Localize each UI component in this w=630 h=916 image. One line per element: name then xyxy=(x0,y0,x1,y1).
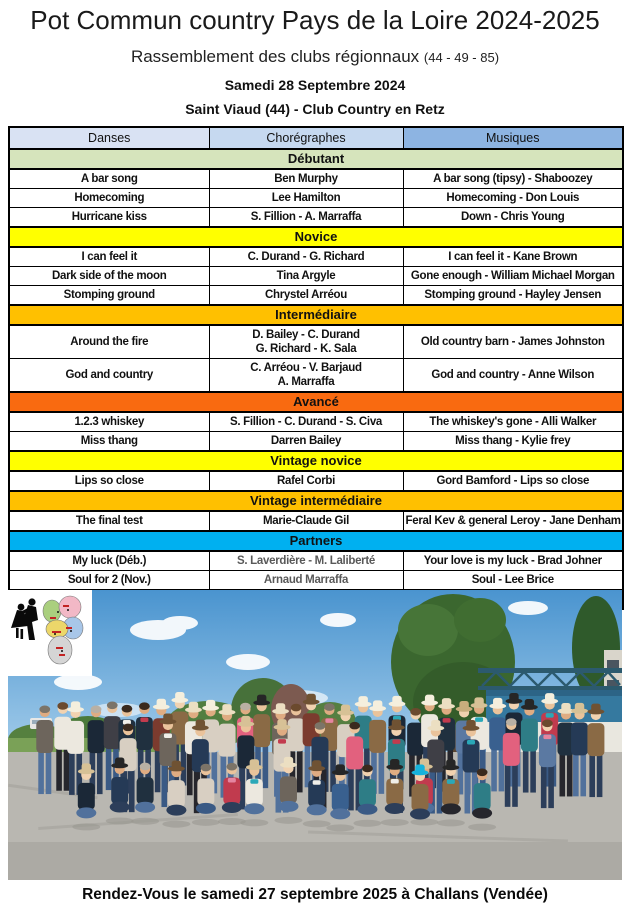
music-cell: Soul - Lee Brice xyxy=(403,571,623,590)
program-table-body xyxy=(9,149,623,609)
person xyxy=(110,757,130,812)
section-label: Intermédiaire xyxy=(9,305,623,325)
dance-cell: 1.2.3 whiskey xyxy=(9,412,209,432)
subtitle-text: Rassemblement des clubs régionnaux xyxy=(130,47,420,66)
section-row xyxy=(9,392,623,412)
table-row xyxy=(9,571,623,590)
table-header-row xyxy=(9,127,623,149)
dance-cell: The final test xyxy=(9,511,209,531)
person xyxy=(410,765,430,820)
dance-cell: My luck (Déb.) xyxy=(9,551,209,571)
music-cell: Stomping ground - Hayley Jensen xyxy=(403,286,623,306)
table-row xyxy=(9,471,623,491)
column-header-choregraphes: Chorégraphes xyxy=(209,127,403,149)
person xyxy=(307,760,327,815)
music-cell: Gone enough - William Michael Morgan xyxy=(403,267,623,286)
dance-cell: Dark side of the moon xyxy=(9,267,209,286)
person xyxy=(278,757,298,812)
group-photo xyxy=(8,590,622,880)
section-row xyxy=(9,149,623,169)
music-cell: Your love is my luck - Brad Johner xyxy=(403,551,623,571)
event-venue: Saint Viaud (44) - Club Country en Retz xyxy=(185,101,445,117)
music-cell: I can feel it - Kane Brown xyxy=(403,247,623,267)
choreographer-cell: C. Durand - G. Richard xyxy=(209,247,403,267)
table-row xyxy=(9,169,623,189)
dance-cell: God and country xyxy=(9,359,209,393)
section-label: Débutant xyxy=(9,149,623,169)
column-header-danses: Danses xyxy=(9,127,209,149)
section-row xyxy=(9,305,623,325)
choreographer-cell: Tina Argyle xyxy=(209,267,403,286)
music-cell: Gord Bamford - Lips so close xyxy=(403,471,623,491)
table-row xyxy=(9,359,623,393)
document-header xyxy=(0,0,630,117)
choreographer-cell: C. Arréou - V. Barjaud A. Marraffa xyxy=(209,359,403,393)
dance-cell: Miss thang xyxy=(9,432,209,452)
table-row xyxy=(9,189,623,208)
music-cell: The whiskey's gone - Alli Walker xyxy=(403,412,623,432)
choreographer-cell: Marie-Claude Gil xyxy=(209,511,403,531)
person xyxy=(244,759,264,814)
table-row xyxy=(9,412,623,432)
person xyxy=(330,764,350,819)
section-row xyxy=(9,531,623,551)
music-cell: A bar song (tipsy) - Shaboozey xyxy=(403,169,623,189)
person xyxy=(385,759,405,814)
section-label: Novice xyxy=(9,227,623,247)
table-row xyxy=(9,551,623,571)
choreographer-cell: Arnaud Marraffa xyxy=(209,571,403,590)
footer-announcement: Rendez-Vous le samedi 27 septembre 2025 à Challans (Vendée) xyxy=(82,886,548,903)
music-cell: Down - Chris Young xyxy=(403,208,623,228)
table-row xyxy=(9,247,623,267)
table-row xyxy=(9,286,623,306)
dance-cell: I can feel it xyxy=(9,247,209,267)
dance-cell: Hurricane kiss xyxy=(9,208,209,228)
choreographer-cell: D. Bailey - C. Durand G. Richard - K. Sala xyxy=(209,325,403,359)
music-cell: Old country barn - James Johnston xyxy=(403,325,623,359)
choreographer-cell: S. Fillion - A. Marraffa xyxy=(209,208,403,228)
person xyxy=(76,763,96,818)
section-label: Vintage intermédiaire xyxy=(9,491,623,511)
music-cell: Miss thang - Kylie frey xyxy=(403,432,623,452)
table-row xyxy=(9,325,623,359)
music-cell: Homecoming - Don Louis xyxy=(403,189,623,208)
music-cell: God and country - Anne Wilson xyxy=(403,359,623,393)
subtitle-departments: (44 - 49 - 85) xyxy=(423,50,500,65)
section-label: Partners xyxy=(9,531,623,551)
table-row xyxy=(9,511,623,531)
dance-cell: A bar song xyxy=(9,169,209,189)
section-row xyxy=(9,227,623,247)
section-row xyxy=(9,491,623,511)
section-label: Vintage novice xyxy=(9,451,623,471)
table-row xyxy=(9,432,623,452)
table-row xyxy=(9,267,623,286)
page-title: Pot Commun country Pays de la Loire 2024-2025 xyxy=(30,5,600,35)
person xyxy=(441,759,461,814)
subtitle xyxy=(0,47,630,67)
table-row xyxy=(9,208,623,228)
choreographer-cell: S. Laverdière - M. Laliberté xyxy=(209,551,403,571)
music-cell: Feral Kev & general Leroy - Jane Denham xyxy=(403,511,623,531)
column-header-musiques: Musiques xyxy=(403,127,623,149)
section-row xyxy=(9,451,623,471)
club-logo xyxy=(8,590,92,676)
program-table xyxy=(8,126,624,610)
choreographer-cell: Darren Bailey xyxy=(209,432,403,452)
dance-cell: Soul for 2 (Nov.) xyxy=(9,571,209,590)
choreographer-cell: S. Fillion - C. Durand - S. Civa xyxy=(209,412,403,432)
choreographer-cell: Ben Murphy xyxy=(209,169,403,189)
choreographer-cell: Rafel Corbi xyxy=(209,471,403,491)
section-label: Avancé xyxy=(9,392,623,412)
dance-cell: Around the fire xyxy=(9,325,209,359)
dance-cell: Stomping ground xyxy=(9,286,209,306)
choreographer-cell: Chrystel Arréou xyxy=(209,286,403,306)
dance-cell: Lips so close xyxy=(9,471,209,491)
person xyxy=(166,761,186,816)
dance-cell: Homecoming xyxy=(9,189,209,208)
choreographer-cell: Lee Hamilton xyxy=(209,189,403,208)
event-date: Samedi 28 Septembre 2024 xyxy=(224,77,406,93)
